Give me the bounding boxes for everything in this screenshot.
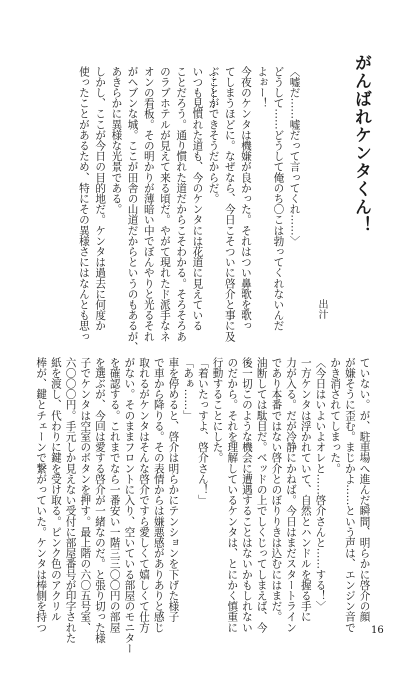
text-column: を選ぶが、今回は愛する啓介が一緒なのだ。と張り切った様 (93, 357, 106, 644)
text-column: かき消されてしまった。 (329, 357, 342, 474)
text-column: のラブホテルが見えて来る頃だ。やがて現れたド派手なネ (158, 66, 171, 342)
text-column: どうして……どうして俺のち〇こは勃ってくれないんだ (272, 66, 285, 331)
text-column: 「あぁ……」 (182, 357, 195, 421)
text-column: 棒が、鍵とチェーンで繋がっていた。ケンタは棒側を持つ (35, 357, 48, 633)
text-column: てしまうほどに。なぜなら、今日こそついに啓介と事に及 (223, 66, 236, 342)
text-column: 後一切このような機会に遭遇することはないかもしれない (240, 357, 253, 633)
text-column: しかし、ここが今日の目的地だ。ケンタは過去に何度か (94, 66, 107, 331)
text-column: オンの看板。その明かりが薄暗い中でぼんやりと光るそれ (142, 66, 155, 342)
text-column: を確認する。これまでなら一番安い一階三三〇〇円の部屋 (108, 357, 121, 633)
text-column: が嫌そうに歪む。まじかよ……という声は、エンジン音で (343, 357, 356, 633)
author-name: 出汁 (316, 299, 327, 319)
text-column: がない。そのままフロントに入り、空いている部屋のモニター (123, 357, 136, 654)
text-column: 車を停めると、啓介は明らかにテンションを下げた様子 (167, 357, 180, 622)
story-title: がんばれケンタくん！ (351, 54, 371, 234)
text-column: ぶことができそうだからだ。 (207, 66, 220, 204)
text-column: 今夜のケンタは機嫌が良かった。それはつい鼻歌を歌っ (239, 66, 252, 331)
text-column: 〈今日はいよいよオレと……啓介さんと……する！〉 (314, 357, 327, 612)
text-column: 「着いたっすよ、啓介さん！」 (196, 357, 209, 506)
text-column: よぉー！ (256, 66, 269, 109)
text-column: で車から降りる。その表情からは嫌悪感がありありと感じ (152, 357, 165, 633)
text-column: がヘブンな城。ここが田舎の山道だからというのもあるが、 (126, 66, 139, 353)
text-column: 力が入る。だが冷静にかねば。今日はまだスタートライン (285, 357, 298, 633)
text-column: 六〇〇〇円。手元しか見えない受付に部屋番号が印字された (64, 357, 77, 644)
text-column: 子でケンタは空室のボタンを押す。最上階の六〇五号室、 (79, 357, 92, 633)
text-column: であり本番ではない啓介とのぼりりきは込むにはまだ。 (270, 357, 283, 622)
text-column: ことだろう。通り慣れた道だからこそわかる。そろそろあ (175, 66, 188, 342)
text-column: 行動することにした。 (211, 357, 224, 463)
text-column: 取れるがケンタはそんな啓介ですら愛しくて嬉しくて仕方 (138, 357, 151, 633)
text-column: 〈嘘だ……嘘だって言ってくれ……〉 (288, 66, 301, 247)
page-number: 16 (371, 625, 384, 636)
text-column: ていない。が、駐車場へ進んだ瞬間、明らかに啓介の顔 (358, 357, 371, 622)
text-column: 油断しては駄目だ。ベッドの上でしくじってしまえば、今 (255, 357, 268, 633)
text-column: 一方ケンタは浮かれていて、自然とハンドルを握る手に (299, 357, 312, 622)
text-column: のだから。それを理解しているケンタは、とにかく慎重に (226, 357, 239, 633)
text-column: 使ったことがあるため、特にその異様さにはなんとも思っ (77, 66, 90, 342)
text-column: いつも見慣れた道も、今のケンタには花道に見えている (191, 66, 204, 331)
text-column: あきらかに異様な光景である。 (110, 66, 123, 215)
text-column: 紙を渡し、代わりに鍵を受け取る。ピンク色のアクリル (49, 357, 62, 622)
